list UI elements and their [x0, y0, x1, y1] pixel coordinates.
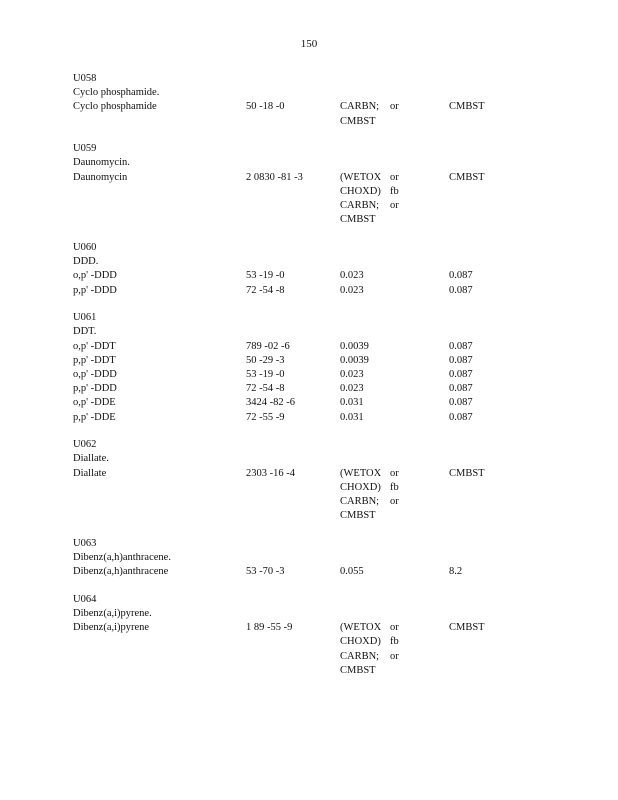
wastewater-value: CARBN; — [340, 650, 380, 662]
constituent-header: DDD. — [73, 256, 99, 268]
waste-code-table — [73, 72, 593, 692]
waste-code: U058 — [73, 73, 97, 84]
wastewater-line — [340, 115, 440, 129]
nonwastewater-standard: CMBST — [449, 101, 485, 113]
wastewater-line — [340, 467, 440, 481]
wastewater-value: CMBST — [340, 510, 376, 522]
nonwastewater-standard: 0.087 — [449, 284, 473, 296]
wastewater-value: 0.031 — [340, 411, 364, 423]
connector-word: or — [390, 650, 399, 662]
table-row — [73, 354, 593, 368]
nonwastewater-standard: 0.087 — [449, 340, 473, 352]
wastewater-value: (WETOX — [340, 171, 382, 183]
waste-code: U063 — [73, 537, 97, 549]
cas-number: 2 0830 -81 -3 — [246, 171, 303, 183]
cas-number: 1 89 -55 -9 — [246, 622, 293, 634]
wastewater-standard — [340, 411, 440, 425]
nonwastewater-standard: 0.087 — [449, 397, 473, 409]
constituent-name: p,p' -DDT — [73, 354, 116, 366]
wastewater-line — [340, 664, 440, 678]
nonwastewater-standard: CMBST — [449, 467, 485, 479]
cas-number: 3424 -82 -6 — [246, 397, 295, 409]
wastewater-value: CMBST — [340, 214, 376, 226]
wastewater-line — [340, 621, 440, 635]
connector-word: or — [390, 101, 399, 113]
wastewater-line — [340, 495, 440, 509]
nonwastewater-standard: 0.087 — [449, 354, 473, 366]
wastewater-value: CHOXD) — [340, 636, 381, 648]
connector-word: or — [390, 622, 399, 634]
wastewater-value: (WETOX — [340, 467, 382, 479]
cas-number: 72 -54 -8 — [246, 383, 285, 395]
wastewater-value: 0.023 — [340, 368, 364, 380]
table-row — [73, 565, 593, 579]
wastewater-line — [340, 100, 440, 114]
cas-number: 2303 -16 -4 — [246, 467, 295, 479]
table-row — [73, 396, 593, 410]
wastewater-standard — [340, 171, 440, 228]
constituent-name: Dibenz(a,h)anthracene — [73, 566, 169, 578]
constituent-name: Cyclo phosphamide — [73, 101, 157, 113]
constituent-header: Dibenz(a,i)pyrene. — [73, 608, 152, 620]
nonwastewater-standard: 0.087 — [449, 368, 473, 380]
cas-number: 53 -70 -3 — [246, 566, 285, 578]
wastewater-line — [340, 481, 440, 495]
waste-code: U059 — [73, 143, 97, 155]
wastewater-value: CARBN; — [340, 101, 380, 113]
wastewater-line — [340, 382, 440, 396]
wastewater-line — [340, 650, 440, 664]
constituent-name: Dibenz(a,i)pyrene — [73, 622, 150, 634]
table-row — [73, 340, 593, 354]
wastewater-value: 0.0039 — [340, 340, 369, 352]
connector-word: or — [390, 171, 399, 183]
wastewater-standard — [340, 354, 440, 368]
wastewater-line — [340, 565, 440, 579]
constituent-name: p,p' -DDD — [73, 284, 117, 296]
wastewater-value: 0.031 — [340, 397, 364, 409]
table-row — [73, 467, 593, 524]
table-row — [73, 171, 593, 228]
waste-entry — [73, 438, 593, 523]
wastewater-standard — [340, 284, 440, 298]
cas-number: 53 -19 -0 — [246, 270, 285, 282]
wastewater-value: 0.0039 — [340, 354, 369, 366]
cas-number: 789 -02 -6 — [246, 340, 290, 352]
wastewater-standard — [340, 565, 440, 579]
wastewater-line — [340, 269, 440, 283]
waste-entry — [73, 72, 593, 129]
constituent-name: Daunomycin — [73, 171, 128, 183]
wastewater-value: CHOXD) — [340, 185, 381, 197]
constituent-header: Dibenz(a,h)anthracene. — [73, 552, 171, 564]
constituent-name: Diallate — [73, 467, 107, 479]
constituent-name: p,p' -DDE — [73, 411, 116, 423]
wastewater-line — [340, 199, 440, 213]
wastewater-line — [340, 635, 440, 649]
wastewater-value: CHOXD) — [340, 481, 381, 493]
wastewater-line — [340, 509, 440, 523]
wastewater-standard — [340, 269, 440, 283]
connector-word: fb — [390, 481, 399, 493]
connector-word: or — [390, 495, 399, 507]
connector-word: fb — [390, 636, 399, 648]
wastewater-line — [340, 396, 440, 410]
wastewater-standard — [340, 621, 440, 678]
connector-word: fb — [390, 185, 399, 197]
nonwastewater-standard: 0.087 — [449, 411, 473, 423]
cas-number: 50 -29 -3 — [246, 354, 285, 366]
nonwastewater-standard: CMBST — [449, 171, 485, 183]
table-row — [73, 100, 593, 128]
wastewater-line — [340, 185, 440, 199]
constituent-name: p,p' -DDD — [73, 383, 117, 395]
wastewater-value: 0.023 — [340, 270, 364, 282]
page-number: 150 — [300, 38, 318, 50]
constituent-name: o,p' -DDT — [73, 340, 116, 352]
wastewater-line — [340, 284, 440, 298]
connector-word: or — [390, 467, 399, 479]
nonwastewater-standard: 0.087 — [449, 383, 473, 395]
cas-number: 53 -19 -0 — [246, 368, 285, 380]
wastewater-line — [340, 368, 440, 382]
table-row — [73, 411, 593, 425]
wastewater-value: 0.055 — [340, 566, 364, 578]
table-row — [73, 382, 593, 396]
constituent-name: o,p' -DDE — [73, 397, 116, 409]
wastewater-value: (WETOX — [340, 622, 382, 634]
wastewater-value: CARBN; — [340, 495, 380, 507]
waste-code: U062 — [73, 439, 97, 451]
constituent-header: DDT. — [73, 326, 97, 338]
table-row — [73, 621, 593, 678]
wastewater-standard — [340, 396, 440, 410]
wastewater-standard — [340, 340, 440, 354]
waste-entry — [73, 241, 593, 298]
constituent-header: Daunomycin. — [73, 157, 130, 169]
wastewater-value: CMBST — [340, 115, 376, 127]
constituent-header: Cyclo phosphamide. — [73, 87, 160, 99]
waste-entry — [73, 593, 593, 678]
wastewater-value: CMBST — [340, 664, 376, 676]
connector-word: or — [390, 200, 399, 212]
nonwastewater-standard: 8.2 — [449, 566, 463, 578]
constituent-name: o,p' -DDD — [73, 368, 117, 380]
table-row — [73, 284, 593, 298]
nonwastewater-standard: 0.087 — [449, 270, 473, 282]
table-row — [73, 368, 593, 382]
cas-number: 72 -55 -9 — [246, 411, 285, 423]
wastewater-standard — [340, 467, 440, 524]
wastewater-line — [340, 411, 440, 425]
waste-entry — [73, 537, 593, 580]
waste-code: U064 — [73, 593, 97, 605]
wastewater-standard — [340, 368, 440, 382]
cas-number: 72 -54 -8 — [246, 284, 285, 296]
wastewater-standard — [340, 100, 440, 128]
wastewater-value: 0.023 — [340, 284, 364, 296]
wastewater-value: CARBN; — [340, 200, 380, 212]
cas-number: 50 -18 -0 — [246, 101, 285, 113]
wastewater-line — [340, 171, 440, 185]
waste-entry — [73, 142, 593, 227]
constituent-name: o,p' -DDD — [73, 270, 117, 282]
wastewater-value: 0.023 — [340, 383, 364, 395]
wastewater-line — [340, 213, 440, 227]
waste-code: U060 — [73, 241, 97, 253]
waste-code: U061 — [73, 312, 97, 324]
constituent-header: Diallate. — [73, 453, 109, 465]
nonwastewater-standard: CMBST — [449, 622, 485, 634]
wastewater-line — [340, 354, 440, 368]
waste-entry — [73, 311, 593, 425]
table-row — [73, 269, 593, 283]
wastewater-line — [340, 340, 440, 354]
wastewater-standard — [340, 382, 440, 396]
